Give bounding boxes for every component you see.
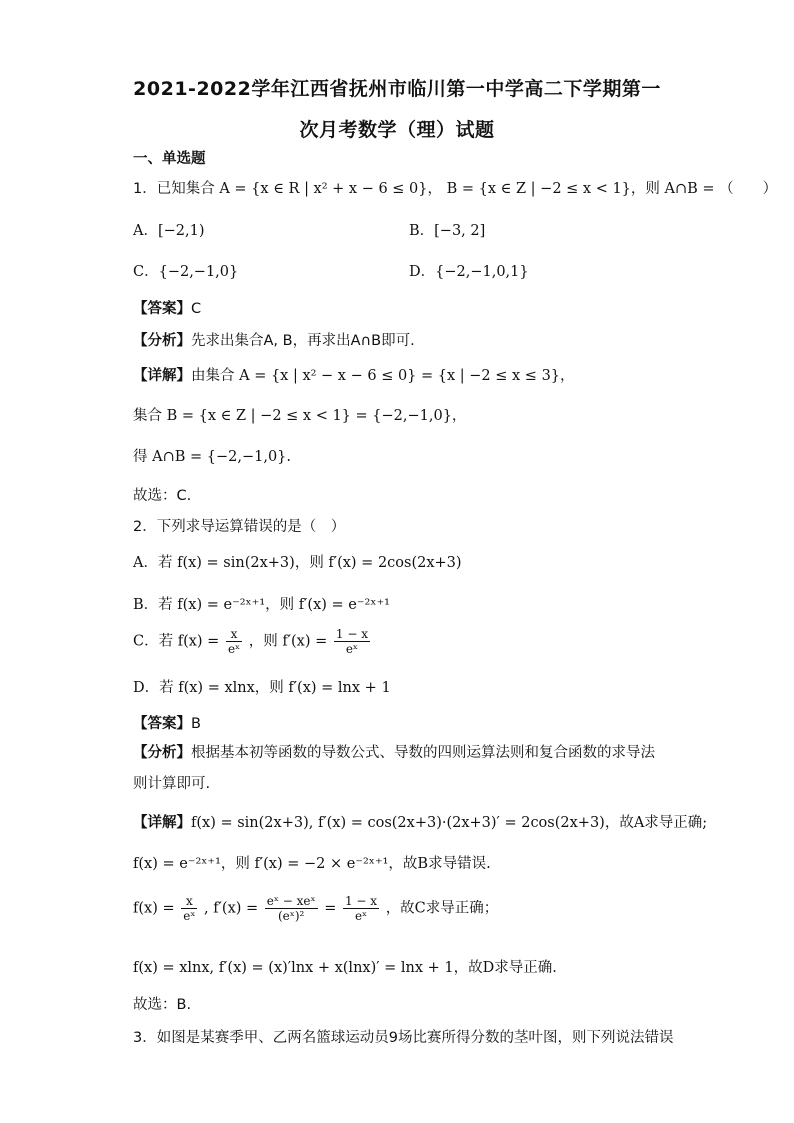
denominator: eˣ: [227, 642, 241, 656]
numerator: 1 − x: [335, 627, 368, 641]
denominator: (eˣ)²: [278, 909, 305, 923]
answer-tag: 【答案】: [133, 716, 191, 732]
q1-detail-1: [133, 364, 575, 385]
q1-conclusion: 故选：C.: [133, 488, 192, 504]
title-line-2: 次月考数学（理）试题: [299, 119, 495, 141]
q1-option-a: A．[−2,1): [133, 223, 205, 239]
fraction: [265, 894, 318, 923]
q1-option-b: B．[−3, 2]: [409, 223, 486, 239]
analysis-tag: 【分析】: [133, 333, 191, 349]
q2-option-c-prefix: C．若 f(x) =: [133, 633, 220, 650]
answer-value: C: [191, 301, 202, 317]
fraction: [226, 627, 242, 656]
analysis-text: 先求出集合A, B，再求出A∩B即可.: [191, 333, 415, 349]
title-line-1: 2021-2022学年江西省抚州市临川第一中学高二下学期第一: [133, 78, 661, 100]
detail-tag: 【详解】: [133, 368, 191, 384]
q1-stem-math: A = {x ∈ R | x² + x − 6 ≤ 0}， B = {x ∈ Z | −2 ≤ x < 1}，则 A∩B = （ ）: [219, 181, 778, 197]
q1-option-c: C．{−2,−1,0}: [133, 264, 239, 280]
denominator: eˣ: [354, 909, 368, 923]
q2-option-c: [133, 627, 372, 656]
detail-3-suffix: ，故C求导正确；: [385, 900, 499, 917]
q2-detail-2: f(x) = e⁻²ˣ⁺¹，则 f′(x) = −2 × e⁻²ˣ⁺¹，故B求导错误.: [133, 856, 491, 872]
q2-option-b: B．若 f(x) = e⁻²ˣ⁺¹，则 f′(x) = e⁻²ˣ⁺¹: [133, 597, 390, 613]
detail-text: f(x) = sin(2x+3), f′(x) = cos(2x+3)·(2x+3)′ = 2cos(2x+3)，故A求导正确;: [191, 815, 708, 831]
section-heading: 一、单选题: [133, 151, 206, 167]
q2-detail-3: [133, 894, 498, 923]
q2-stem: 2．下列求导运算错误的是（ ）: [133, 519, 346, 535]
q2-detail-4: f(x) = xlnx, f′(x) = (x)′lnx + x(lnx)′ = lnx + 1，故D求导正确.: [133, 960, 557, 976]
q2-answer: [133, 712, 201, 733]
numerator: eˣ − xeˣ: [266, 894, 316, 908]
q2-detail-1: [133, 811, 707, 832]
answer-value: B: [191, 716, 201, 732]
q2-option-c-mid: ，则 f′(x) =: [248, 633, 328, 650]
q1-detail-2: 集合 B = {x ∈ Z | −2 ≤ x < 1} = {−2,−1,0}，: [133, 408, 467, 424]
q2-conclusion: 故选：B.: [133, 997, 192, 1013]
detail-text: 由集合 A = {x | x² − x − 6 ≤ 0} = {x | −2 ≤ x ≤ 3}，: [191, 368, 575, 384]
q1-analysis: [133, 329, 415, 350]
detail-3-mid: , f′(x) =: [204, 900, 259, 917]
fraction: [334, 627, 370, 656]
q1-stem-prefix: 1．已知集合: [133, 181, 215, 197]
fraction: [343, 894, 379, 923]
denominator: eˣ: [183, 909, 196, 923]
q3-stem: 3．如图是某赛季甲、乙两名篮球运动员9场比赛所得分数的茎叶图，则下列说法错误: [133, 1030, 674, 1046]
detail-3-prefix: f(x) =: [133, 900, 175, 917]
numerator: x: [226, 627, 242, 642]
detail-3-eq: =: [324, 900, 337, 917]
answer-tag: 【答案】: [133, 301, 191, 317]
q1-answer: [133, 297, 201, 318]
q2-option-a: A．若 f(x) = sin(2x+3)，则 f′(x) = 2cos(2x+3): [133, 555, 462, 571]
q1-stem: [133, 177, 777, 198]
numerator: 1 − x: [344, 894, 378, 908]
q2-option-d: D．若 f(x) = xlnx，则 f′(x) = lnx + 1: [133, 680, 391, 696]
fraction: [181, 894, 197, 923]
q1-detail-3: 得 A∩B = {−2,−1,0}.: [133, 449, 292, 465]
q2-analysis: [133, 738, 663, 800]
analysis-text: 根据基本初等函数的导数公式、导数的四则运算法则和复合函数的求导法则计算即可.: [133, 745, 655, 792]
analysis-tag: 【分析】: [133, 745, 191, 761]
detail-tag: 【详解】: [133, 815, 191, 831]
denominator: eˣ: [345, 642, 359, 656]
q1-option-d: D．{−2,−1,0,1}: [409, 264, 529, 280]
numerator: x: [181, 894, 197, 909]
